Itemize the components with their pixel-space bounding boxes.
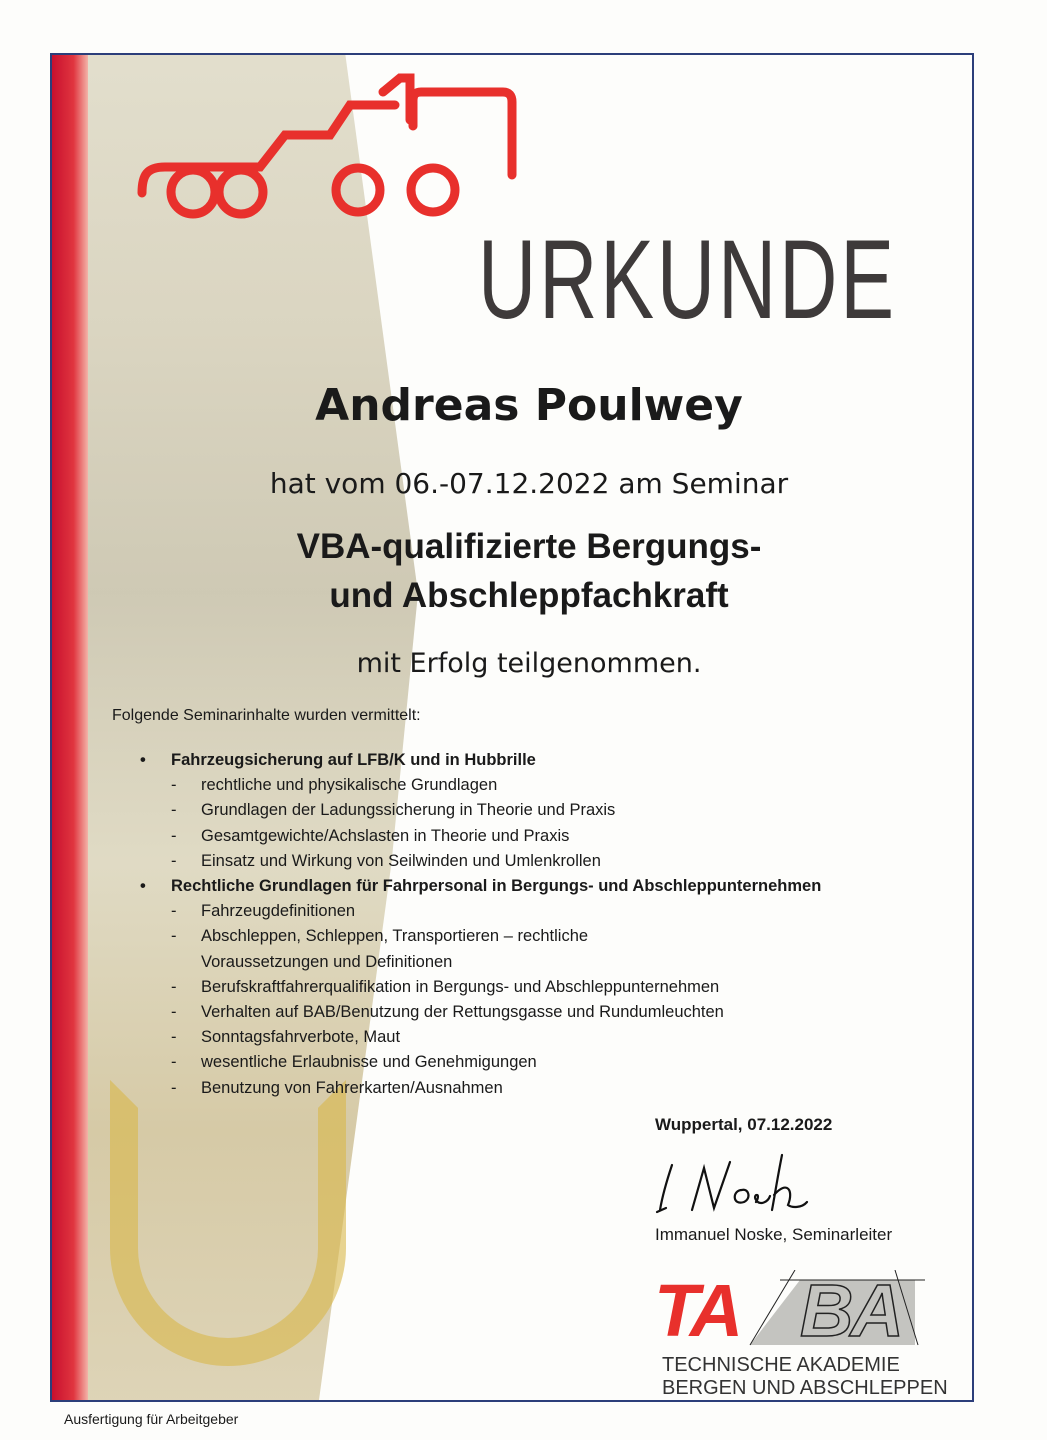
item-text: Grundlagen der Ladungssicherung in Theorie und Praxis (201, 801, 616, 820)
taba-mark-icon (650, 1270, 930, 1354)
item-text: Einsatz und Wirkung von Seilwinden und Umlenkrollen (201, 851, 601, 870)
item-text: Gesamtgewichte/Achslasten in Theorie und Praxis (201, 826, 570, 845)
list-item: - Verhalten auf BAB/Benutzung der Rettungsgasse und Rundumleuchten (140, 1000, 821, 1025)
item-text: Sonntagsfahrverbote, Maut (201, 1028, 401, 1047)
completion-line: mit Erfolg teilgenommen. (356, 648, 702, 679)
list-item: - wesentliche Erlaubnisse und Genehmigungen (140, 1050, 821, 1075)
tow-truck-logo-icon (125, 70, 525, 230)
topics-list (140, 748, 821, 1101)
list-item: - rechtliche und physikalische Grundlagen (140, 773, 821, 798)
topic-heading: • Fahrzeugsicherung auf LFB/K und in Hubbrille (140, 748, 821, 773)
seminar-title-line1: VBA-qualifizierte Bergungs- (296, 527, 762, 566)
place-date: Wuppertal, 07.12.2022 (655, 1115, 833, 1134)
logo-line1: TECHNISCHE AKADEMIE (662, 1354, 900, 1376)
item-text: Verhalten auf BAB/Benutzung der Rettungsgasse und Rundumleuchten (201, 1003, 724, 1022)
topic-title: Rechtliche Grundlagen für Fahrpersonal in Bergungs- und Abschleppunternehmen (171, 877, 822, 896)
item-text: Fahrzeugdefinitionen (201, 902, 356, 921)
logo-ba: BA (800, 1269, 901, 1352)
topic-heading: • Rechtliche Grundlagen für Fahrpersonal in Bergungs- und Abschleppunternehmen (140, 874, 821, 899)
list-item: - Grundlagen der Ladungssicherung in Theorie und Praxis (140, 798, 821, 823)
contents-intro: Folgende Seminarinhalte wurden vermittelt: (112, 707, 421, 724)
topic-title: Fahrzeugsicherung auf LFB/K und in Hubbrille (171, 751, 536, 769)
item-text: rechtliche und physikalische Grundlagen (201, 776, 498, 795)
certificate-heading: URKUNDE (478, 217, 897, 342)
list-item: - Sonntagsfahrverbote, Maut (140, 1025, 821, 1050)
recipient-name: Andreas Poulwey (315, 380, 743, 431)
list-item: - Benutzung von Fahrerkarten/Ausnahmen (140, 1076, 821, 1101)
list-item: - Einsatz und Wirkung von Seilwinden und Umlenkrollen (140, 849, 821, 874)
footer-note: Ausfertigung für Arbeitgeber (64, 1411, 239, 1427)
list-item: - Berufskraftfahrerqualifikation in Bergungs- und Abschleppunternehmen (140, 975, 821, 1000)
signer-name: Immanuel Noske, Seminarleiter (655, 1225, 893, 1244)
taba-logo (650, 1270, 948, 1400)
item-text: Benutzung von Fahrerkarten/Ausnahmen (201, 1078, 503, 1097)
logo-ta: TA (654, 1269, 740, 1352)
list-item: - Gesamtgewichte/Achslasten in Theorie und Praxis (140, 824, 821, 849)
attendance-line: hat vom 06.-07.12.2022 am Seminar (269, 467, 789, 500)
item-text: Berufskraftfahrerqualifikation in Bergungs- und Abschleppunternehmen (201, 977, 720, 996)
item-text: wesentliche Erlaubnisse und Genehmigungen (201, 1053, 537, 1072)
list-item: - Fahrzeugdefinitionen (140, 899, 821, 924)
list-item: - Abschleppen, Schleppen, Transportieren – rechtliche Voraussetzungen und Definitionen (140, 924, 821, 974)
item-text: Abschleppen, Schleppen, Transportieren – rechtliche Voraussetzungen und Definitionen (201, 927, 589, 971)
seminar-title-line2: und Abschleppfachkraft (329, 576, 729, 615)
signature-image (652, 1150, 822, 1220)
logo-line2: BERGEN UND ABSCHLEPPEN (662, 1377, 948, 1399)
